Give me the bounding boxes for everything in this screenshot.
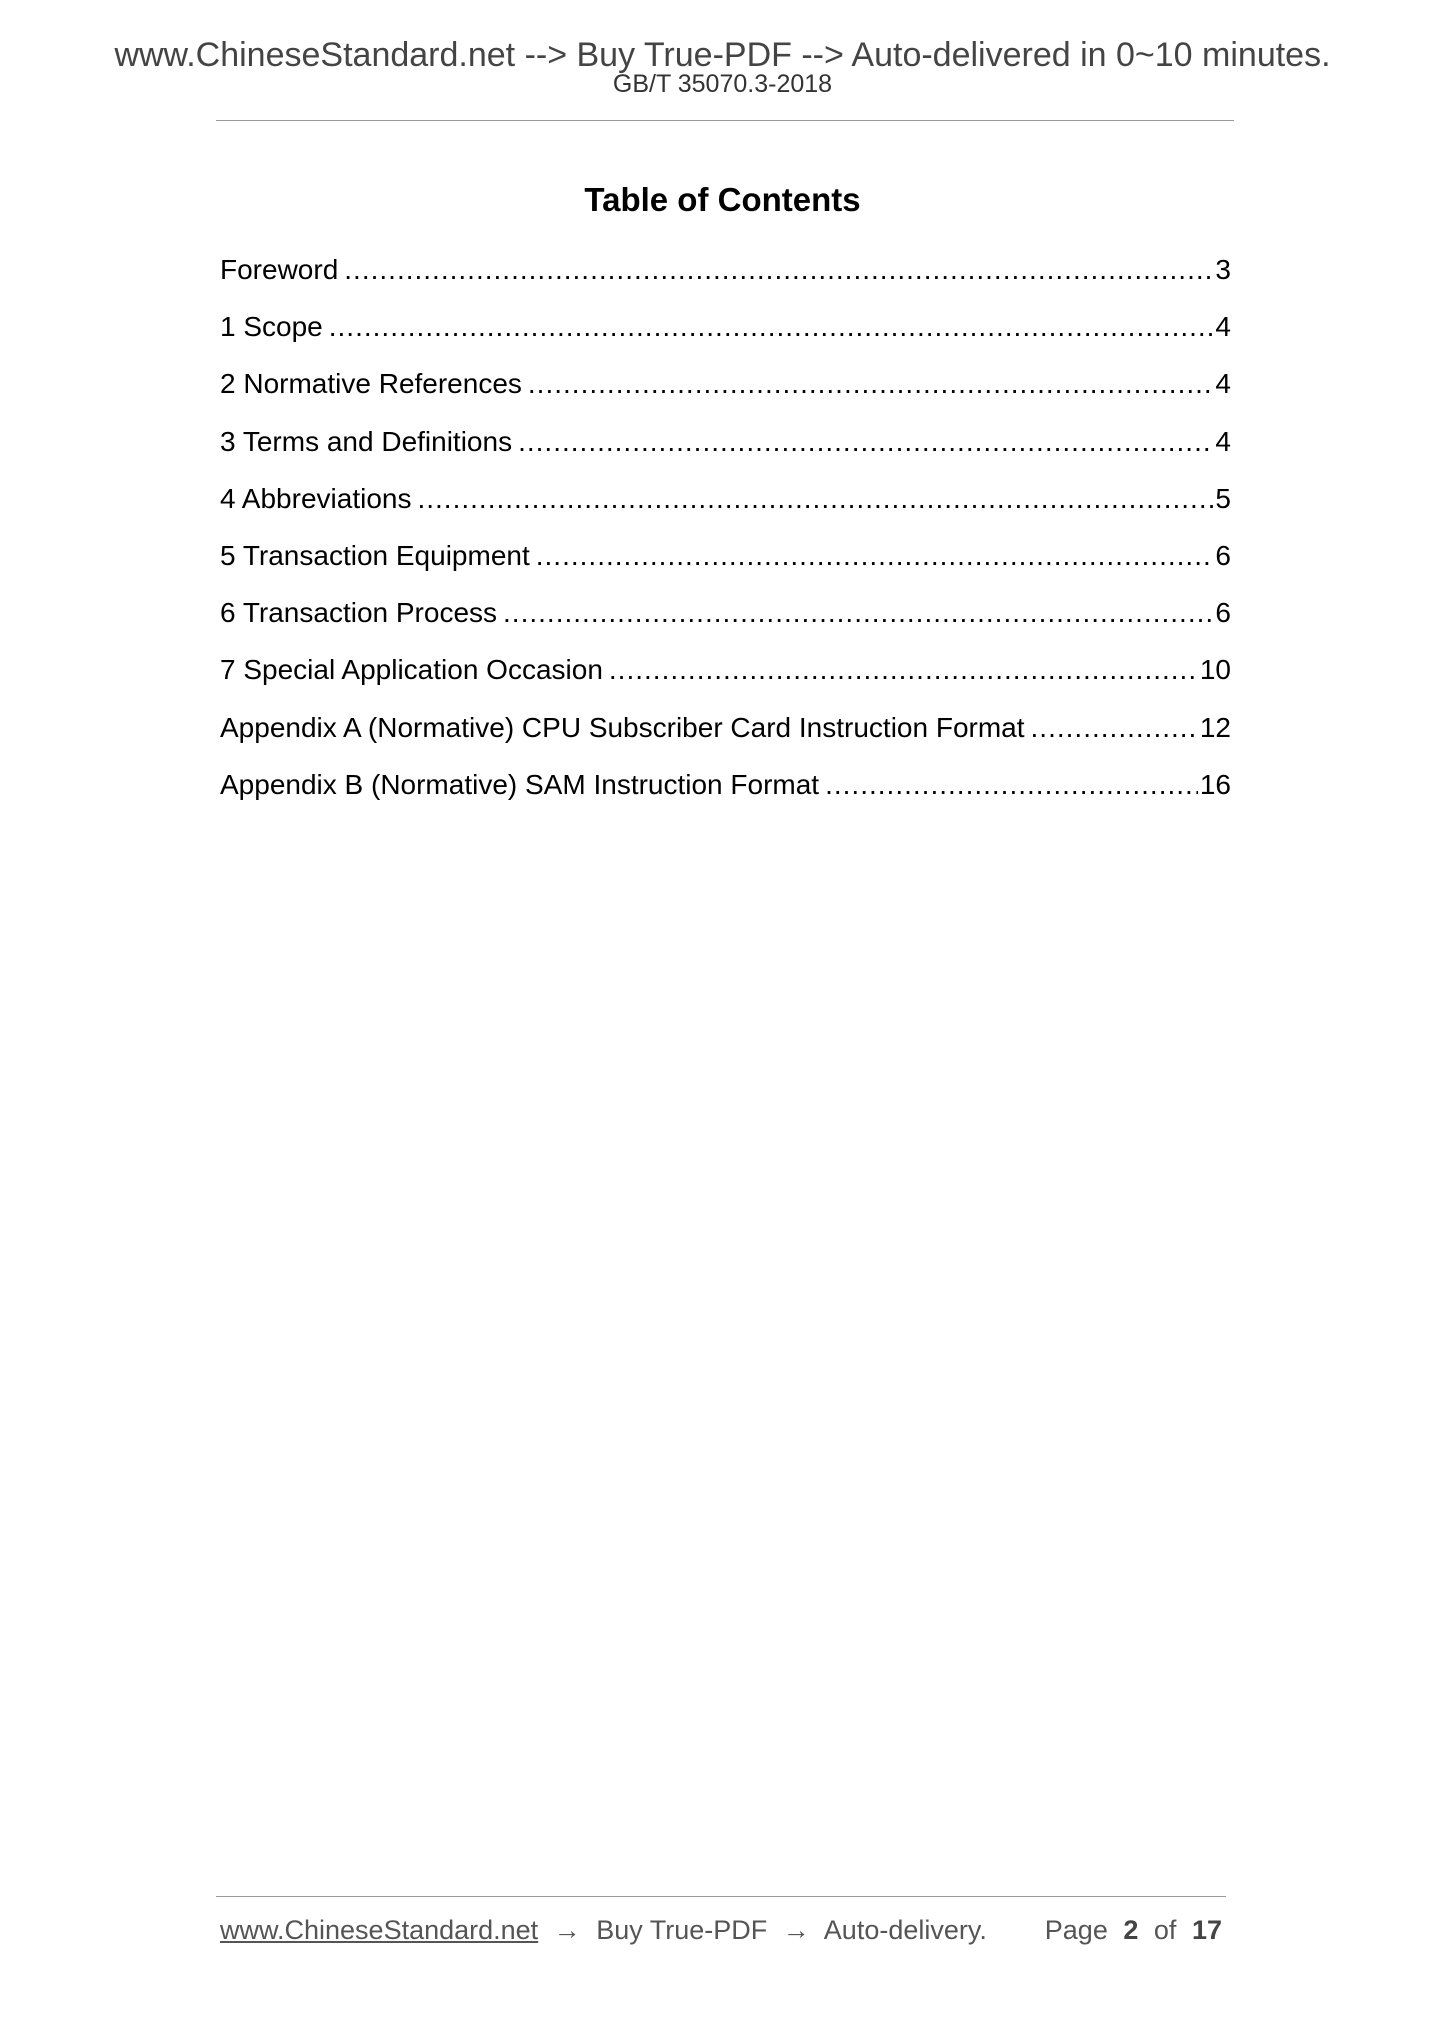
toc-entry-label: 6 Transaction Process	[220, 597, 498, 629]
page-total: 17	[1191, 1915, 1222, 1945]
page-current: 2	[1123, 1915, 1139, 1945]
footer-divider	[216, 1896, 1226, 1897]
toc-entry-page: 6	[1215, 597, 1231, 629]
toc-list	[220, 252, 1231, 824]
toc-entry-appendix-b[interactable]	[220, 767, 1231, 824]
footer-promo	[220, 1917, 987, 1944]
toc-entry-label: Appendix A (Normative) CPU Subscriber Card Instruction Format	[220, 711, 1025, 743]
dot-leader	[825, 767, 1198, 803]
toc-entry-page: 4	[1215, 425, 1231, 457]
toc-entry-special-application-occasion[interactable]	[220, 652, 1231, 709]
toc-entry-label: 1 Scope	[220, 311, 323, 343]
delivery-text: Auto-delivery.	[823, 1915, 987, 1945]
toc-entry-scope[interactable]	[220, 309, 1231, 366]
toc-entry-normative-references[interactable]	[220, 366, 1231, 423]
page-word: Page	[1044, 1915, 1108, 1945]
toc-entry-page: 10	[1199, 654, 1231, 686]
toc-entry-label: 3 Terms and Definitions	[220, 425, 513, 457]
document-code: GB/T 35070.3-2018	[612, 70, 833, 98]
toc-entry-label: Foreword	[220, 254, 339, 285]
toc-entry-page: 5	[1215, 482, 1231, 514]
dot-leader	[417, 481, 1213, 517]
toc-entry-label: 2 Normative References	[220, 368, 522, 400]
dot-leader	[518, 424, 1213, 460]
toc-entry-label: 4 Abbreviations	[220, 482, 412, 514]
page-indicator	[1045, 1917, 1222, 1944]
dot-leader	[503, 595, 1213, 631]
toc-entry-transaction-equipment[interactable]	[220, 538, 1231, 595]
arrow-right-icon: →	[553, 1915, 581, 1945]
dot-leader	[609, 652, 1198, 688]
toc-entry-terms-and-definitions[interactable]	[220, 424, 1231, 481]
toc-entry-page: 4	[1215, 311, 1231, 343]
dot-leader	[329, 309, 1214, 345]
toc-entry-label: 5 Transaction Equipment	[220, 539, 530, 571]
toc-entry-page: 3	[1215, 254, 1231, 285]
toc-entry-page: 16	[1199, 768, 1231, 800]
toc-entry-page: 6	[1215, 539, 1231, 571]
toc-entry-transaction-process[interactable]	[220, 595, 1231, 652]
buy-text: Buy True-PDF	[596, 1915, 768, 1945]
toc-title: Table of Contents	[584, 181, 861, 218]
dot-leader	[344, 252, 1213, 288]
of-word: of	[1153, 1915, 1177, 1945]
toc-entry-label: 7 Special Application Occasion	[220, 654, 603, 686]
header-divider	[216, 120, 1234, 121]
toc-entry-foreword[interactable]	[220, 252, 1231, 309]
dot-leader	[528, 366, 1214, 402]
toc-entry-label: Appendix B (Normative) SAM Instruction Format	[220, 768, 820, 800]
header-banner: www.ChineseStandard.net --> Buy True-PDF --> Auto-delivered in 0~10 minutes.	[114, 36, 1331, 74]
toc-entry-abbreviations[interactable]	[220, 481, 1231, 538]
dot-leader	[536, 538, 1214, 574]
site-link[interactable]: www.ChineseStandard.net	[220, 1915, 539, 1945]
toc-entry-page: 12	[1199, 711, 1231, 743]
toc-entry-page: 4	[1215, 368, 1231, 400]
toc-entry-appendix-a[interactable]	[220, 710, 1231, 767]
dot-leader	[1031, 710, 1198, 746]
arrow-right-icon: →	[782, 1915, 810, 1945]
